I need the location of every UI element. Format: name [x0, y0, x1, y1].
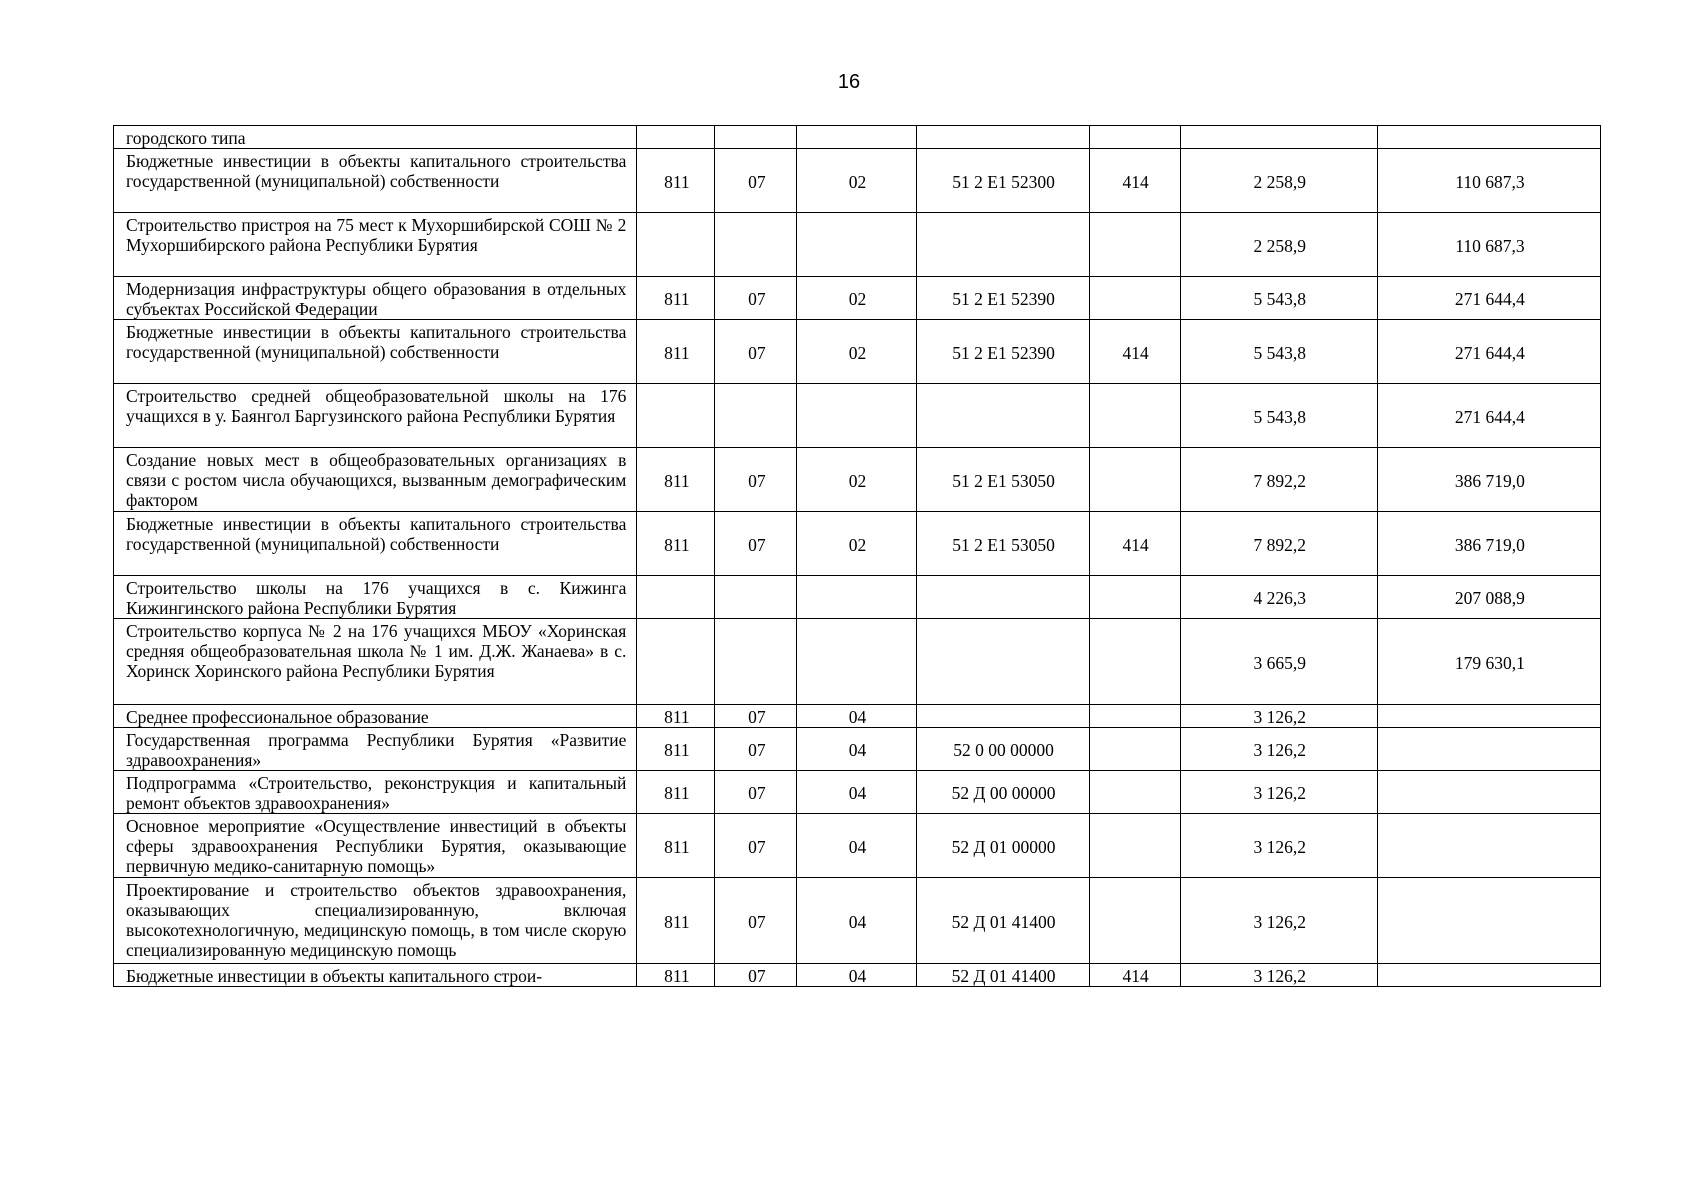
- subsection-code: 02: [797, 320, 916, 384]
- row-name: Строительство школы на 176 учащихся в с. Кижинга Кижингинского района Республики Бурятия: [114, 576, 637, 619]
- amount-col-1: 3 126,2: [1180, 878, 1377, 964]
- expense-type-code: 414: [1089, 149, 1180, 213]
- section-code: 07: [715, 878, 797, 964]
- grbs-code: 811: [637, 277, 715, 320]
- target-article-code: 51 2 E1 52390: [916, 320, 1089, 384]
- amount-col-1: [1180, 126, 1377, 149]
- amount-col-1: 5 543,8: [1180, 320, 1377, 384]
- target-article-code: 51 2 E1 53050: [916, 448, 1089, 512]
- section-code: 07: [715, 512, 797, 576]
- subsection-code: [797, 576, 916, 619]
- expense-type-code: [1089, 728, 1180, 771]
- grbs-code: [637, 213, 715, 277]
- amount-col-2: 271 644,4: [1377, 384, 1600, 448]
- subsection-code: [797, 619, 916, 705]
- expense-type-code: [1089, 213, 1180, 277]
- amount-col-1: 3 126,2: [1180, 771, 1377, 814]
- table-row: [114, 771, 1601, 814]
- section-code: [715, 384, 797, 448]
- subsection-code: 04: [797, 771, 916, 814]
- grbs-code: 811: [637, 512, 715, 576]
- table-row: [114, 878, 1601, 964]
- table-row: [114, 619, 1601, 705]
- target-article-code: [916, 619, 1089, 705]
- section-code: 07: [715, 320, 797, 384]
- expense-type-code: [1089, 448, 1180, 512]
- subsection-code: 04: [797, 878, 916, 964]
- grbs-code: 811: [637, 771, 715, 814]
- section-code: 07: [715, 771, 797, 814]
- target-article-code: 52 0 00 00000: [916, 728, 1089, 771]
- subsection-code: 04: [797, 728, 916, 771]
- section-code: 07: [715, 814, 797, 878]
- subsection-code: 04: [797, 964, 916, 987]
- amount-col-2: 207 088,9: [1377, 576, 1600, 619]
- target-article-code: [916, 126, 1089, 149]
- amount-col-2: 179 630,1: [1377, 619, 1600, 705]
- amount-col-2: [1377, 728, 1600, 771]
- grbs-code: 811: [637, 448, 715, 512]
- subsection-code: [797, 126, 916, 149]
- expense-type-code: [1089, 619, 1180, 705]
- amount-col-2: [1377, 771, 1600, 814]
- table-row: [114, 728, 1601, 771]
- grbs-code: [637, 619, 715, 705]
- expense-type-code: [1089, 576, 1180, 619]
- amount-col-1: 3 126,2: [1180, 705, 1377, 728]
- subsection-code: 02: [797, 149, 916, 213]
- expense-type-code: [1089, 384, 1180, 448]
- row-name: Бюджетные инвестиции в объекты капитального строительства государственной (муниципальной) собственности: [114, 149, 637, 213]
- grbs-code: 811: [637, 728, 715, 771]
- grbs-code: [637, 384, 715, 448]
- amount-col-2: 110 687,3: [1377, 149, 1600, 213]
- amount-col-1: 3 126,2: [1180, 964, 1377, 987]
- table-row: [114, 149, 1601, 213]
- expense-type-code: [1089, 771, 1180, 814]
- expense-type-code: [1089, 126, 1180, 149]
- row-name: Бюджетные инвестиции в объекты капитального строительства государственной (муниципальной) собственности: [114, 320, 637, 384]
- amount-col-2: 271 644,4: [1377, 277, 1600, 320]
- section-code: 07: [715, 705, 797, 728]
- row-name: Проектирование и строительство объектов здравоохранения, оказывающих специализированную, включая высокотехнологичную, медицинскую помощь, в том числе скорую специализированную медицинскую помощь: [114, 878, 637, 964]
- section-code: 07: [715, 964, 797, 987]
- row-name: Строительство корпуса № 2 на 176 учащихся МБОУ «Хоринская средняя общеобразовательная школа № 1 им. Д.Ж. Жанаева» в с. Хоринск Хоринского района Республики Бурятия: [114, 619, 637, 705]
- amount-col-1: 7 892,2: [1180, 512, 1377, 576]
- amount-col-1: 4 226,3: [1180, 576, 1377, 619]
- amount-col-1: 7 892,2: [1180, 448, 1377, 512]
- grbs-code: 811: [637, 320, 715, 384]
- section-code: 07: [715, 728, 797, 771]
- expense-type-code: [1089, 705, 1180, 728]
- table-row: [114, 576, 1601, 619]
- amount-col-1: 3 665,9: [1180, 619, 1377, 705]
- row-name: Модернизация инфраструктуры общего образования в отдельных субъектах Российской Федерации: [114, 277, 637, 320]
- subsection-code: 04: [797, 705, 916, 728]
- amount-col-2: 386 719,0: [1377, 448, 1600, 512]
- row-name: Среднее профессиональное образование: [114, 705, 637, 728]
- grbs-code: [637, 576, 715, 619]
- subsection-code: 04: [797, 814, 916, 878]
- amount-col-2: [1377, 964, 1600, 987]
- target-article-code: 52 Д 01 41400: [916, 878, 1089, 964]
- table-row: [114, 277, 1601, 320]
- amount-col-1: 2 258,9: [1180, 213, 1377, 277]
- expense-type-code: [1089, 814, 1180, 878]
- grbs-code: 811: [637, 149, 715, 213]
- target-article-code: 52 Д 01 00000: [916, 814, 1089, 878]
- grbs-code: [637, 126, 715, 149]
- target-article-code: [916, 705, 1089, 728]
- amount-col-1: 3 126,2: [1180, 728, 1377, 771]
- subsection-code: [797, 213, 916, 277]
- budget-table-body: [114, 126, 1601, 987]
- subsection-code: [797, 384, 916, 448]
- expense-type-code: [1089, 878, 1180, 964]
- section-code: [715, 619, 797, 705]
- table-row: [114, 448, 1601, 512]
- subsection-code: 02: [797, 512, 916, 576]
- row-name: Бюджетные инвестиции в объекты капитального строи-: [114, 964, 637, 987]
- expense-type-code: 414: [1089, 512, 1180, 576]
- expense-type-code: [1089, 277, 1180, 320]
- table-row: [114, 705, 1601, 728]
- row-name: Бюджетные инвестиции в объекты капитального строительства государственной (муниципальной) собственности: [114, 512, 637, 576]
- row-name: Государственная программа Республики Бурятия «Развитие здравоохранения»: [114, 728, 637, 771]
- row-name: городского типа: [114, 126, 637, 149]
- table-row: [114, 320, 1601, 384]
- grbs-code: 811: [637, 814, 715, 878]
- section-code: [715, 126, 797, 149]
- grbs-code: 811: [637, 705, 715, 728]
- table-row: [114, 512, 1601, 576]
- subsection-code: 02: [797, 277, 916, 320]
- budget-table: [113, 125, 1601, 987]
- expense-type-code: 414: [1089, 964, 1180, 987]
- section-code: [715, 213, 797, 277]
- row-name: Строительство пристроя на 75 мест к Мухоршибирской СОШ № 2 Мухоршибирского района Республики Бурятия: [114, 213, 637, 277]
- table-row: [114, 814, 1601, 878]
- table-row: [114, 384, 1601, 448]
- amount-col-2: 110 687,3: [1377, 213, 1600, 277]
- table-row: [114, 126, 1601, 149]
- section-code: [715, 576, 797, 619]
- target-article-code: 51 2 E1 52300: [916, 149, 1089, 213]
- target-article-code: 51 2 E1 53050: [916, 512, 1089, 576]
- table-row: [114, 964, 1601, 987]
- table-row: [114, 213, 1601, 277]
- target-article-code: [916, 576, 1089, 619]
- subsection-code: 02: [797, 448, 916, 512]
- amount-col-1: 2 258,9: [1180, 149, 1377, 213]
- target-article-code: 51 2 E1 52390: [916, 277, 1089, 320]
- section-code: 07: [715, 448, 797, 512]
- expense-type-code: 414: [1089, 320, 1180, 384]
- grbs-code: 811: [637, 964, 715, 987]
- target-article-code: 52 Д 01 41400: [916, 964, 1089, 987]
- amount-col-2: [1377, 814, 1600, 878]
- section-code: 07: [715, 277, 797, 320]
- amount-col-1: 5 543,8: [1180, 384, 1377, 448]
- grbs-code: 811: [637, 878, 715, 964]
- page-number: 16: [837, 71, 861, 93]
- target-article-code: 52 Д 00 00000: [916, 771, 1089, 814]
- target-article-code: [916, 213, 1089, 277]
- amount-col-2: 271 644,4: [1377, 320, 1600, 384]
- amount-col-2: 386 719,0: [1377, 512, 1600, 576]
- amount-col-2: [1377, 126, 1600, 149]
- amount-col-2: [1377, 878, 1600, 964]
- row-name: Создание новых мест в общеобразовательных организациях в связи с ростом числа обучающихся, вызванным демографическим фактором: [114, 448, 637, 512]
- row-name: Подпрограмма «Строительство, реконструкция и капитальный ремонт объектов здравоохранения»: [114, 771, 637, 814]
- section-code: 07: [715, 149, 797, 213]
- amount-col-1: 3 126,2: [1180, 814, 1377, 878]
- amount-col-1: 5 543,8: [1180, 277, 1377, 320]
- row-name: Основное мероприятие «Осуществление инвестиций в объекты сферы здравоохранения Республики Бурятия, оказывающие первичную медико-санитарную помощь»: [114, 814, 637, 878]
- target-article-code: [916, 384, 1089, 448]
- amount-col-2: [1377, 705, 1600, 728]
- row-name: Строительство средней общеобразовательной школы на 176 учащихся в у. Баянгол Баргузинского района Республики Бурятия: [114, 384, 637, 448]
